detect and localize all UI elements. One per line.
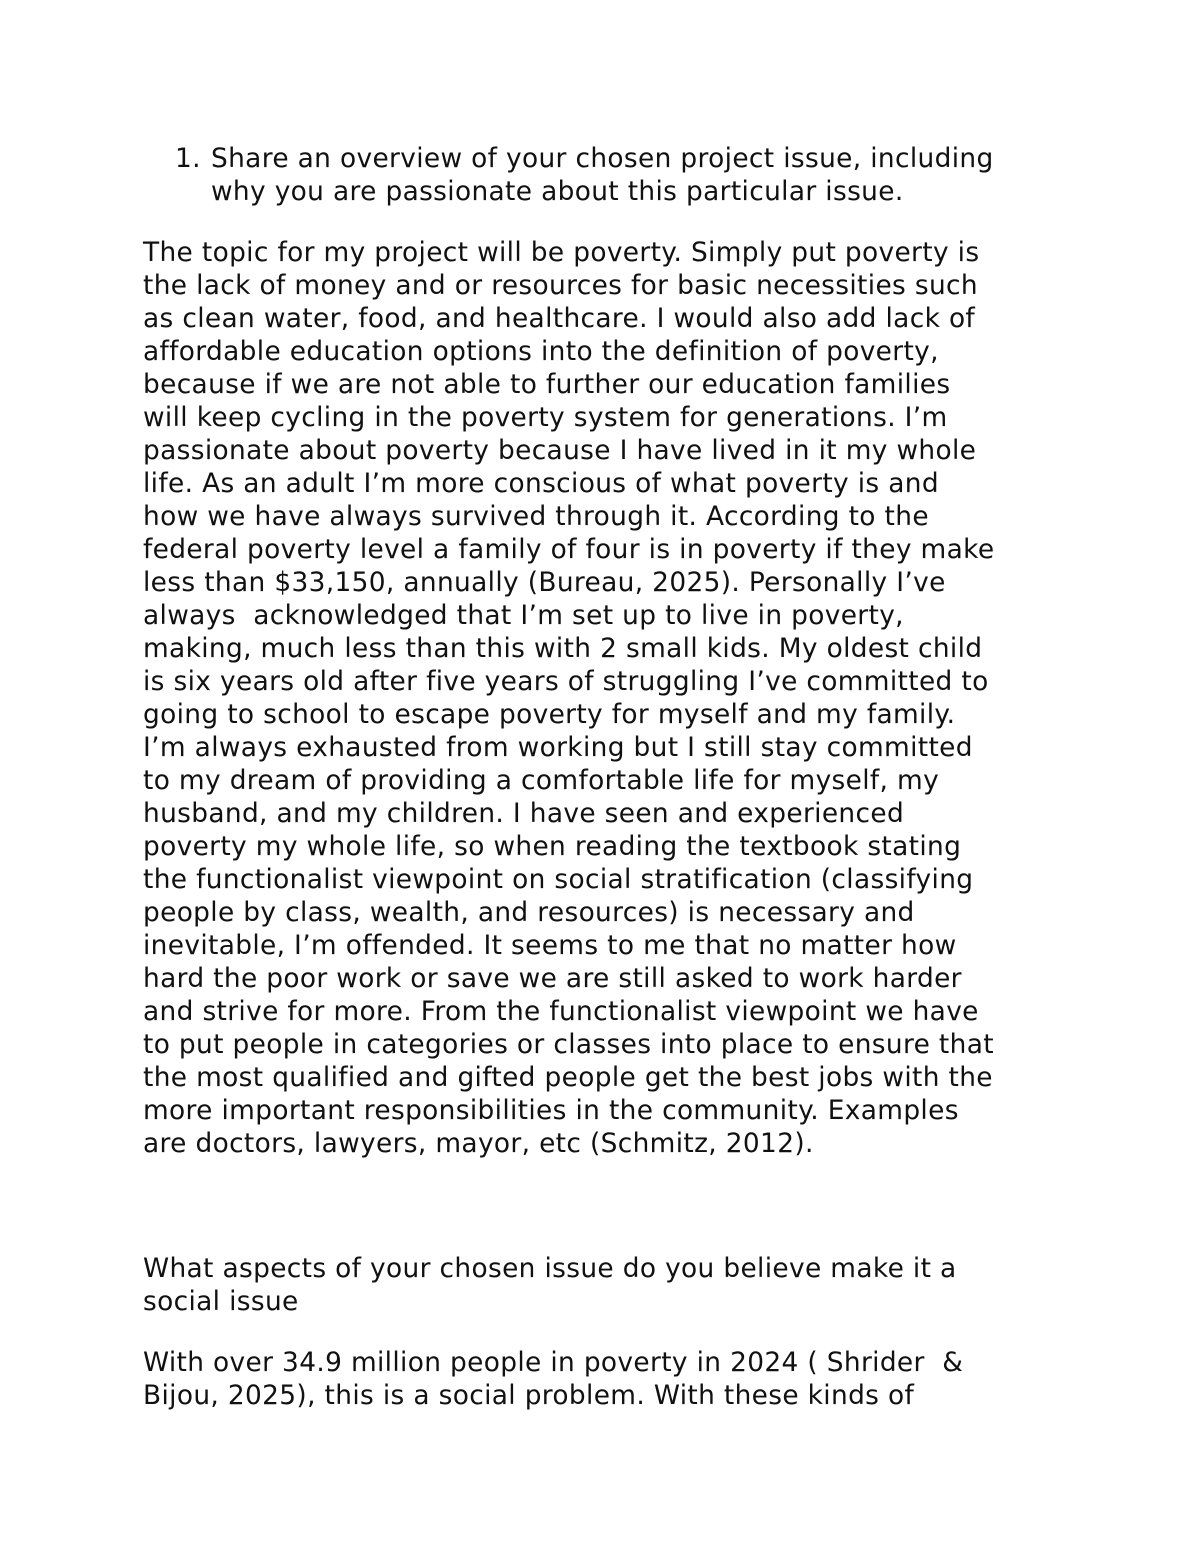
answer-1-line: hard the poor work or save we are still asked to work harder bbox=[143, 963, 962, 994]
answer-1-line: I’m always exhausted from working but I still stay committed bbox=[143, 732, 973, 763]
answer-1-line: more important responsibilities in the community. Examples bbox=[143, 1095, 959, 1126]
answer-1-line: how we have always survived through it. According to the bbox=[143, 501, 929, 532]
answer-1-line: The topic for my project will be poverty. Simply put poverty is bbox=[143, 237, 980, 268]
answer-1-line: affordable education options into the definition of poverty, bbox=[143, 336, 939, 367]
answer-1-line: because if we are not able to further our education families bbox=[143, 369, 951, 400]
answer-1-line: always acknowledged that I’m set up to live in poverty, bbox=[143, 600, 904, 631]
answer-2-line: With over 34.9 million people in poverty in 2024 ( Shrider & bbox=[143, 1347, 964, 1378]
answer-1-line: making, much less than this with 2 small kids. My oldest child bbox=[143, 633, 983, 664]
question-2-line: What aspects of your chosen issue do you believe make it a bbox=[143, 1253, 957, 1284]
answer-2-paragraph bbox=[143, 1346, 1073, 1412]
answer-1-line: less than $33,150, annually (Bureau, 2025). Personally I’ve bbox=[143, 567, 946, 598]
answer-1-line: inevitable, I’m offended. It seems to me that no matter how bbox=[143, 930, 957, 961]
question-1-line: why you are passionate about this particular issue. bbox=[211, 176, 904, 207]
answer-1-line: husband, and my children. I have seen and experienced bbox=[143, 798, 905, 829]
answer-1-line: to put people in categories or classes into place to ensure that bbox=[143, 1029, 994, 1060]
answer-1-line: the most qualified and gifted people get the best jobs with the bbox=[143, 1062, 993, 1093]
answer-1-line: and strive for more. From the functionalist viewpoint we have bbox=[143, 996, 979, 1027]
answer-1-line: poverty my whole life, so when reading the textbook stating bbox=[143, 831, 962, 862]
question-2 bbox=[143, 1252, 1073, 1318]
answer-1-line: people by class, wealth, and resources) is necessary and bbox=[143, 897, 915, 928]
answer-1-line: is six years old after five years of struggling I’ve committed to bbox=[143, 666, 989, 697]
answer-1-line: as clean water, food, and healthcare. I would also add lack of bbox=[143, 303, 976, 334]
answer-1-line: life. As an adult I’m more conscious of what poverty is and bbox=[143, 468, 939, 499]
question-1-text bbox=[211, 142, 1071, 208]
answer-1-line: the lack of money and or resources for basic necessities such bbox=[143, 270, 978, 301]
answer-1-paragraph bbox=[143, 236, 1073, 1160]
answer-2-line: Bijou, 2025), this is a social problem. With these kinds of bbox=[143, 1380, 915, 1411]
answer-1-line: are doctors, lawyers, mayor, etc (Schmitz, 2012). bbox=[143, 1128, 814, 1159]
question-1-line: Share an overview of your chosen project issue, including bbox=[211, 143, 994, 174]
answer-1-line: to my dream of providing a comfortable life for myself, my bbox=[143, 765, 940, 796]
answer-1-line: will keep cycling in the poverty system for generations. I’m bbox=[143, 402, 948, 433]
list-number: 1. bbox=[175, 143, 201, 174]
answer-1-line: the functionalist viewpoint on social stratification (classifying bbox=[143, 864, 974, 895]
question-2-line: social issue bbox=[143, 1286, 299, 1317]
answer-1-line: going to school to escape poverty for myself and my family. bbox=[143, 699, 956, 730]
answer-1-line: passionate about poverty because I have lived in it my whole bbox=[143, 435, 977, 466]
answer-1-line: federal poverty level a family of four is in poverty if they make bbox=[143, 534, 995, 565]
